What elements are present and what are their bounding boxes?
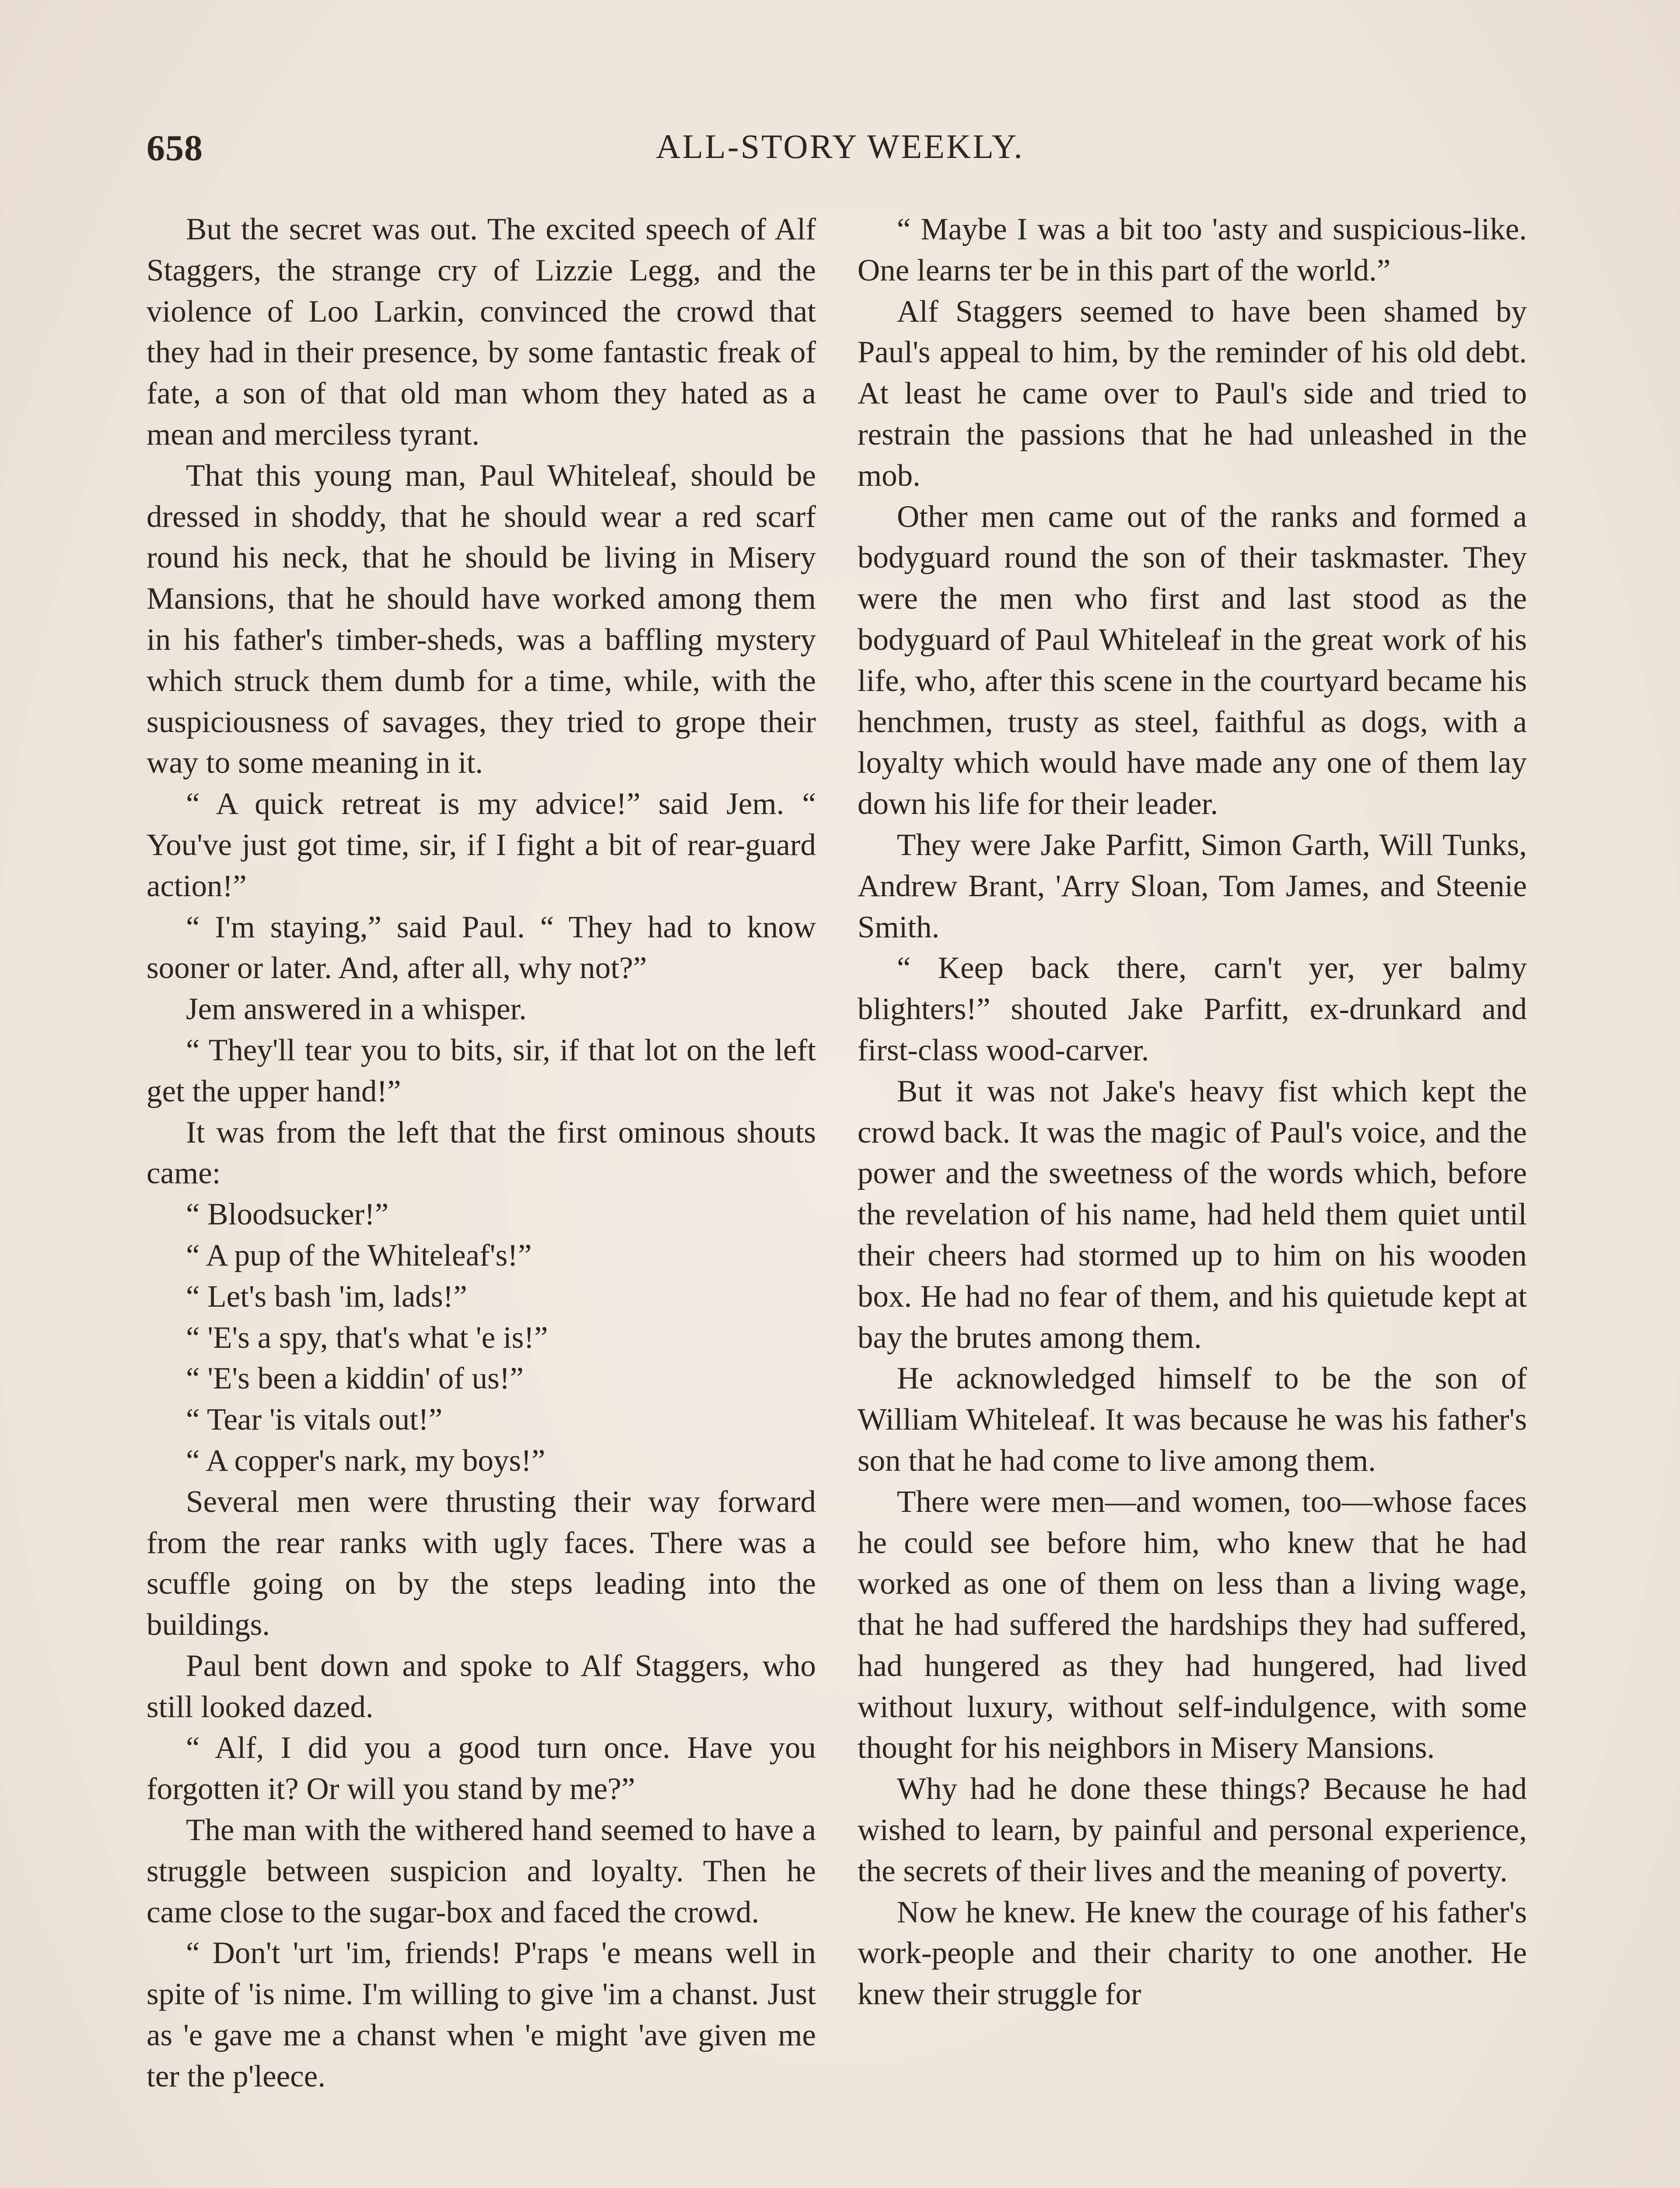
right-column [858,209,1527,2015]
paragraph: “ I'm staying,” said Paul. “ They had to know sooner or later. And, after all, why not?” [147,910,816,985]
paragraph: That this young man, Paul Whiteleaf, should be dressed in shoddy, that he should wear a red scarf round his neck, that he should be living in Misery Mansions, that he should have worked among them in his father's timber-sheds, was a baffling mystery which struck them dumb for a time, while, with the suspiciousness of savages, they tried to grope their way to some meaning in it. [147,458,816,780]
paragraph: “ Tear 'is vitals out!” [186,1403,443,1437]
page-header [147,127,1533,179]
running-title: ALL-STORY WEEKLY. [656,127,1024,165]
paragraph: Now he knew. He knew the courage of his father's work-people and their charity to one another. He knew their struggle for [858,1895,1527,2012]
paragraph: Paul bent down and spoke to Alf Staggers, who still looked dazed. [147,1648,816,1724]
paragraph: They were Jake Parfitt, Simon Garth, Will Tunks, Andrew Brant, 'Arry Sloan, Tom James, and Steenie Smith. [858,828,1527,944]
paragraph: “ Alf, I did you a good turn once. Have you forgotten it? Or will you stand by me?” [147,1731,816,1806]
paragraph: Why had he done these things? Because he had wished to learn, by painful and personal experience, the secrets of their lives and the meaning of poverty. [858,1772,1527,1888]
paragraph: “ Keep back there, carn't yer, yer balmy blighters!” shouted Jake Parfitt, ex-drunkard and first-class wood-carver. [858,951,1527,1067]
paragraph: But the secret was out. The excited speech of Alf Staggers, the strange cry of Lizzie Legg, and the violence of Loo Larkin, convinced the crowd that they had in their presence, by some fantastic freak of fate, a son of that old man whom they hated as a mean and merciless tyrant. [147,212,816,452]
paragraph: He acknowledged himself to be the son of William Whiteleaf. It was because he was his father's son that he had come to live among them. [858,1361,1527,1478]
paragraph: Alf Staggers seemed to have been shamed by Paul's appeal to him, by the reminder of his old debt. At least he came over to Paul's side and tried to restrain the passions that he had unleashed in the mob. [858,294,1527,493]
page-number: 658 [147,128,203,168]
paragraph: “ Maybe I was a bit too 'asty and suspicious-like. One learns ter be in this part of the world.” [858,212,1527,288]
paragraph: Other men came out of the ranks and formed a bodyguard round the son of their taskmaster. They were the men who first and last stood as the bodyguard of Paul Whiteleaf in the great work of his life, who, after this scene in the courtyard became his henchmen, trusty as steel, faithful as dogs, with a loyalty which would have made any one of them lay down his life for their leader. [858,499,1527,821]
paragraph: Several men were thrusting their way forward from the rear ranks with ugly faces. There was a scuffle going on by the steps leading into the buildings. [147,1484,816,1642]
paragraph: “ A quick retreat is my advice!” said Jem. “ You've just got time, sir, if I fight a bit of rear-guard action!” [147,787,816,903]
paragraph: “ Bloodsucker!” [186,1197,389,1232]
paragraph: Jem answered in a whisper. [186,992,527,1027]
paragraph: It was from the left that the first ominous shouts came: [147,1115,816,1191]
paragraph: “ Let's bash 'im, lads!” [186,1279,467,1314]
paragraph: The man with the withered hand seemed to have a struggle between suspicion and loyalty. Then he came close to the sugar-box and faced the crowd. [147,1813,816,1929]
left-column [147,209,816,2097]
paragraph: “ 'E's a spy, that's what 'e is!” [186,1320,548,1355]
paragraph: But it was not Jake's heavy fist which kept the crowd back. It was the magic of Paul's voice, and the power and the sweetness of the words which, before the revelation of his name, had held them quiet until their cheers had stormed up to him on his wooden box. He had no fear of them, and his quietude kept at bay the brutes among them. [858,1074,1527,1355]
paragraph: “ Don't 'urt 'im, friends! P'raps 'e means well in spite of 'is nime. I'm willing to give 'im a chanst. Just as 'e gave me a chanst when 'e might 'ave given me ter the p'leece. [147,1936,816,2093]
paragraph: “ 'E's been a kiddin' of us!” [186,1361,524,1396]
paragraph: There were men—and women, too—whose faces he could see before him, who knew that he had worked as one of them on less than a living wage, that he had suffered the hardships they had suffered, had hungered as they had hungered, had lived without luxury, without self-indulgence, with some thought for his neighbors in Misery Mansions. [858,1484,1527,1765]
paragraph: “ A pup of the Whiteleaf's!” [186,1238,532,1273]
paragraph: “ A copper's nark, my boys!” [186,1443,546,1478]
paragraph: “ They'll tear you to bits, sir, if that lot on the left get the upper hand!” [147,1033,816,1108]
